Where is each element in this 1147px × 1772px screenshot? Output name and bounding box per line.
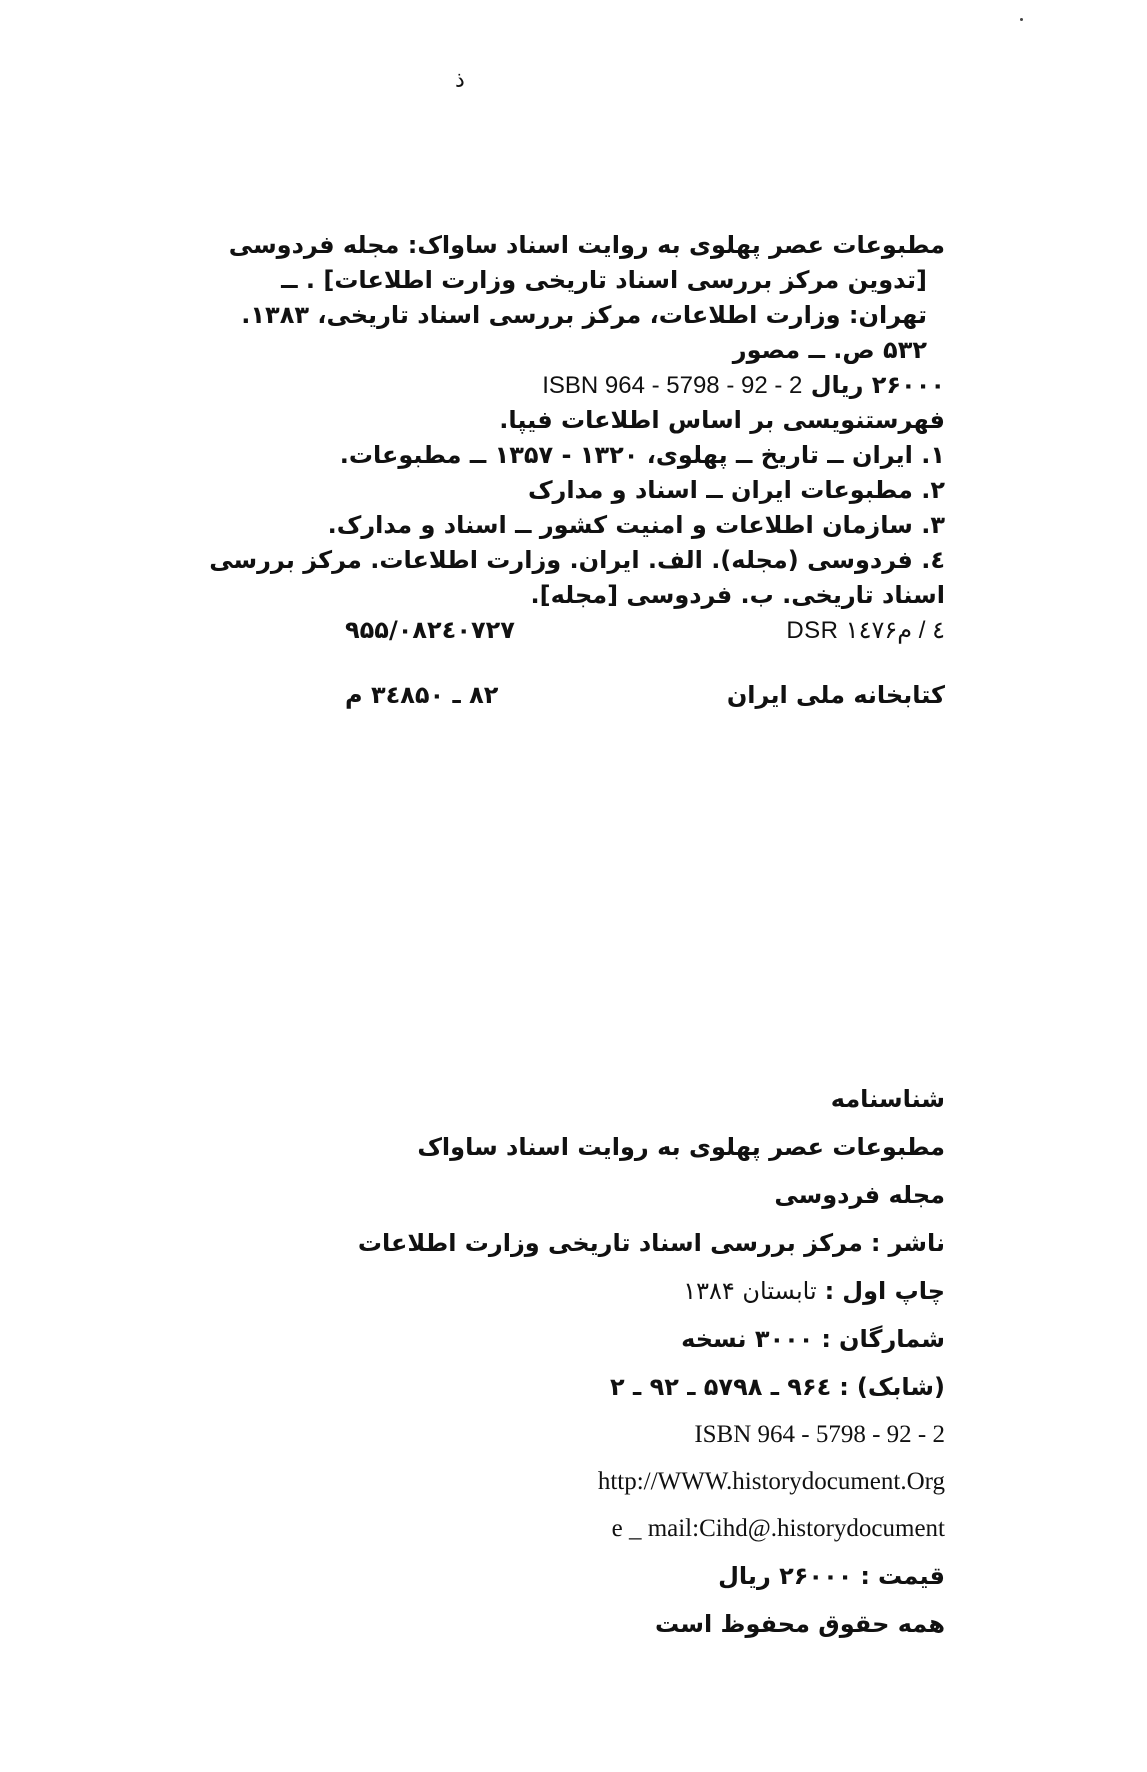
- publisher-value: مرکز بررسی اسناد تاریخی وزارت اطلاعات: [357, 1229, 863, 1257]
- publisher-line: ناشر:مرکز بررسی اسناد تاریخی وزارت اطلاعات: [357, 1229, 945, 1257]
- stray-dot: [1020, 18, 1023, 21]
- price-line: قیمت:۲۶۰۰۰ ریال: [718, 1562, 945, 1590]
- edition-value: تابستان ۱۳۸۴: [683, 1277, 817, 1305]
- circulation-label: شمارگان: [839, 1325, 945, 1353]
- cip-subject-3: ۳. سازمان اطلاعات و امنیت کشور ــ اسناد و مدارک.: [327, 511, 945, 539]
- book-subtitle: مجله فردوسی: [774, 1181, 945, 1209]
- cip-library-line: [345, 678, 945, 713]
- library-record-number: ۸۲ ـ ۳٤۸۵۰ م: [345, 681, 499, 709]
- email-line: e _ mail:Cihd@.historydocument: [611, 1515, 945, 1542]
- cip-compiler-line: [تدوین مرکز بررسی اسناد تاریخی وزارت اطلاعات] . ــ: [281, 266, 927, 294]
- library-name: کتابخانه ملی ایران: [726, 681, 945, 709]
- isbn-line: ISBN 964 - 5798 - 92 - 2: [694, 1421, 945, 1448]
- price-label: قیمت: [877, 1562, 945, 1590]
- book-title: مطبوعات عصر پهلوی به روایت اسناد ساواک: [417, 1133, 945, 1161]
- cip-subject-1: ۱. ایران ــ تاریخ ــ پهلوی، ۱۳۲۰ - ۱۳۵۷ ــ مطبوعات.: [339, 441, 945, 469]
- publisher-label: ناشر: [888, 1229, 945, 1257]
- cip-price-isbn-line: [345, 368, 945, 403]
- page-mark: ذ: [455, 68, 465, 93]
- cip-price: ۲۶۰۰۰ ریال: [810, 371, 945, 399]
- cip-block: [209, 228, 945, 713]
- circulation-value: ۳۰۰۰ نسخه: [681, 1325, 814, 1353]
- dewey-number: ۹۵۵/۰۸۲٤۰۷۲۷: [345, 616, 515, 644]
- cip-classification-line: [345, 613, 945, 648]
- cip-subject-4-cont: اسناد تاریخی. ب. فردوسی [مجله].: [530, 581, 945, 609]
- cip-subject-4: ٤. فردوسی (مجله). الف. ایران. وزارت اطلاعات. مرکز بررسی: [209, 546, 945, 574]
- identity-heading: شناسنامه: [830, 1085, 945, 1113]
- shabak-line: (شابک):۹۶٤ ـ ۵۷۹۸ ـ ۹۲ ـ ۲: [609, 1373, 945, 1401]
- shabak-value: ۹۶٤ ـ ۵۷۹۸ ـ ۹۲ ـ ۲: [609, 1373, 832, 1401]
- edition-label: چاپ اول: [842, 1277, 945, 1305]
- lc-number: DSR ۱٤۷٤ / م۶: [786, 617, 945, 644]
- cip-imprint-line: تهران: وزارت اطلاعات، مرکز بررسی اسناد تاریخی، ۱۳۸۳.: [241, 301, 927, 329]
- cip-subject-2: ۲. مطبوعات ایران ــ اسناد و مدارک: [527, 476, 945, 504]
- shabak-label: (شابک): [856, 1373, 945, 1401]
- rights-notice: همه حقوق محفوظ است: [654, 1610, 945, 1638]
- cip-pages-line: ۵۳۲ ص. ــ مصور: [732, 336, 927, 364]
- cip-fipa-note: فهرستنویسی بر اساس اطلاعات فیپا.: [499, 406, 945, 434]
- cip-isbn: ISBN 964 - 5798 - 92 - 2: [542, 372, 803, 399]
- cip-title-line: مطبوعات عصر پهلوی به روایت اسناد ساواک: مجله فردوسی: [228, 231, 945, 259]
- circulation-line: شمارگان:۳۰۰۰ نسخه: [681, 1325, 945, 1353]
- price-value: ۲۶۰۰۰ ریال: [718, 1562, 853, 1590]
- identity-block: [357, 1075, 945, 1648]
- edition-line: چاپ اول:تابستان ۱۳۸۴: [683, 1277, 945, 1305]
- website-link: http://WWW.historydocument.Org: [597, 1468, 945, 1495]
